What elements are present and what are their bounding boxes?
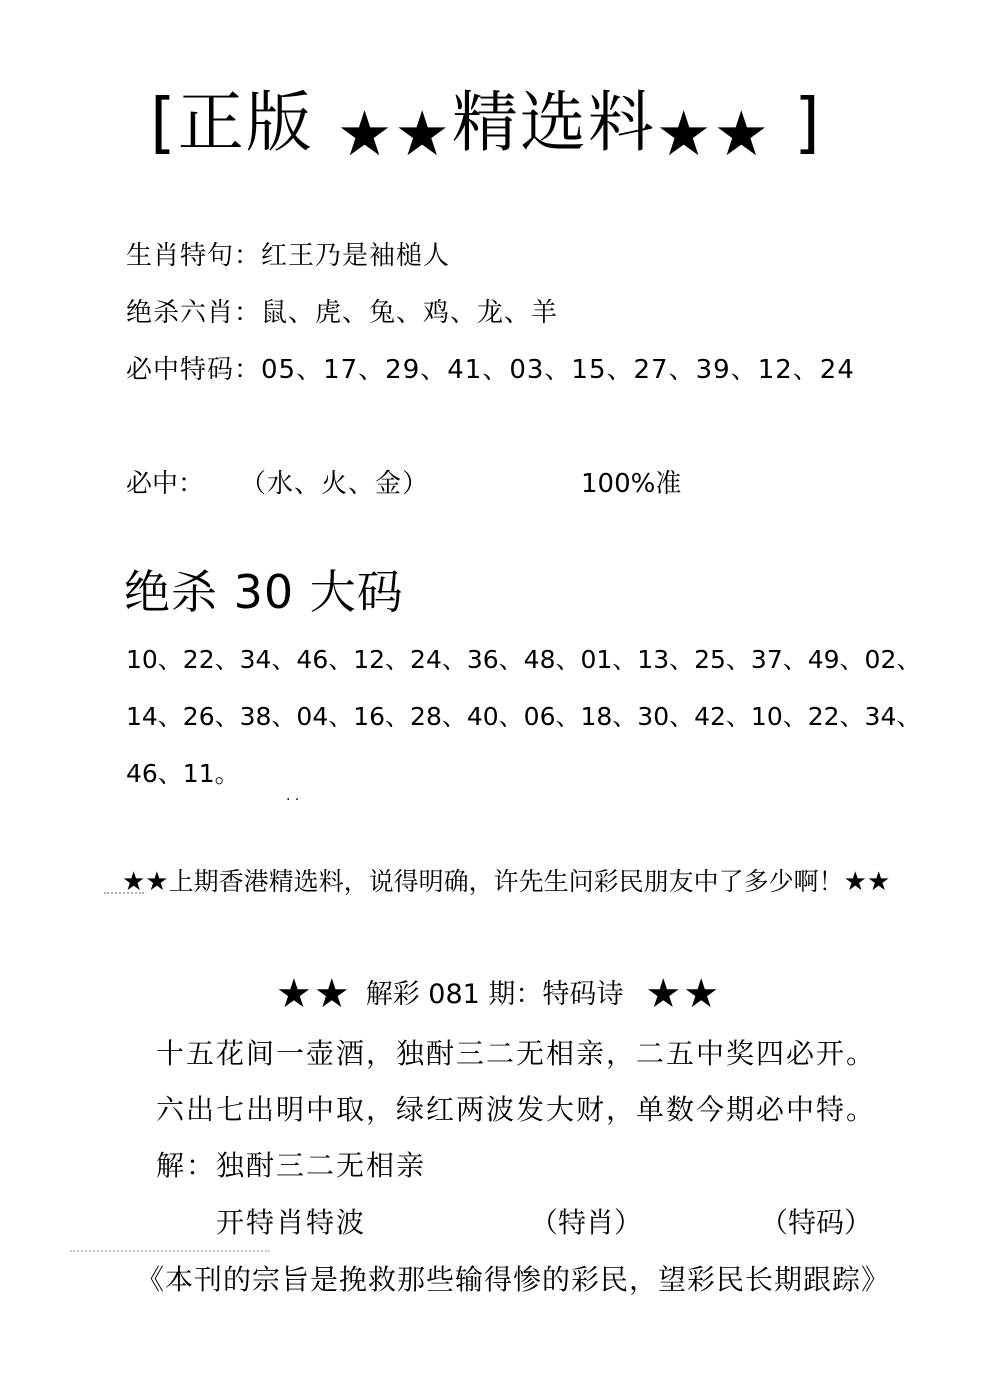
title-open-bracket: [: [150, 84, 178, 161]
kill-six-zodiac-line: [126, 295, 558, 331]
faint-dotted-mark: [104, 892, 144, 900]
last-period-line: [122, 864, 890, 900]
special-code-value: 05、17、29、41、03、15、27、39、12、24: [261, 355, 855, 385]
result-special-zodiac: （特肖）: [530, 1206, 643, 1239]
zodiac-phrase-label: 生肖特句：: [126, 241, 262, 271]
star-icon-pair-right: ★★: [843, 867, 891, 897]
star-icon-pair-left: ★★: [122, 867, 169, 897]
kill-six-zodiac-label: 绝杀六肖：: [126, 298, 262, 328]
dots-mark: · ·: [286, 792, 300, 808]
faint-dotted-mark: [70, 1250, 270, 1258]
poem-line-1: 十五花间一壶酒，独酎三二无相亲，二五中奖四必开。: [156, 1037, 877, 1070]
special-code-label: 必中特码：: [126, 355, 262, 385]
zodiac-phrase-line: [126, 238, 450, 274]
special-code-line: [126, 352, 855, 388]
publication-motto: 《本刊的宗旨是挽救那些输得惨的彩民，望彩民长期跟踪》: [136, 1263, 891, 1296]
must-hit-elements: （水、火、金）: [240, 469, 430, 499]
poem-header: [276, 970, 721, 1019]
kill30-numbers: 10、22、34、46、12、24、36、48、01、13、25、37、49、02、14、26、38、04、16、28、40、06、18、30、42、10、22、34、46、11。: [126, 645, 922, 788]
last-period-text: 上期香港精选料，说得明确，许先生问彩民朋友中了多少啊！: [168, 867, 844, 896]
kill30-heading: 绝杀 30 大码: [124, 565, 404, 619]
title-main-mid: 精选料: [451, 84, 656, 161]
title-main-left: 正版: [177, 84, 314, 161]
must-hit-label: 必中：: [126, 469, 205, 499]
zodiac-phrase-value: 红王乃是袖槌人: [261, 241, 451, 271]
star-icon-pair-right: ★★: [645, 971, 722, 1017]
poem-explanation: 解：独酎三二无相亲: [156, 1149, 427, 1182]
star-icon-pair-left: ★★: [276, 971, 352, 1017]
page-title: [150, 78, 822, 179]
title-close-bracket: ]: [794, 84, 822, 161]
must-hit-accuracy: 100%准: [581, 469, 682, 499]
result-special-code: （特码）: [760, 1206, 873, 1239]
kill-six-zodiac-value: 鼠、虎、兔、鸡、龙、羊: [261, 298, 559, 328]
poem-line-2: 六出七出明中取，绿红两波发大财，单数今期必中特。: [156, 1093, 877, 1126]
result-label: 开特肖特波: [216, 1206, 367, 1239]
star-icon-group-left: ★★: [336, 97, 452, 170]
star-icon-group-right: ★★: [655, 97, 772, 170]
poem-header-text: 解彩 081 期：特码诗: [365, 979, 624, 1010]
